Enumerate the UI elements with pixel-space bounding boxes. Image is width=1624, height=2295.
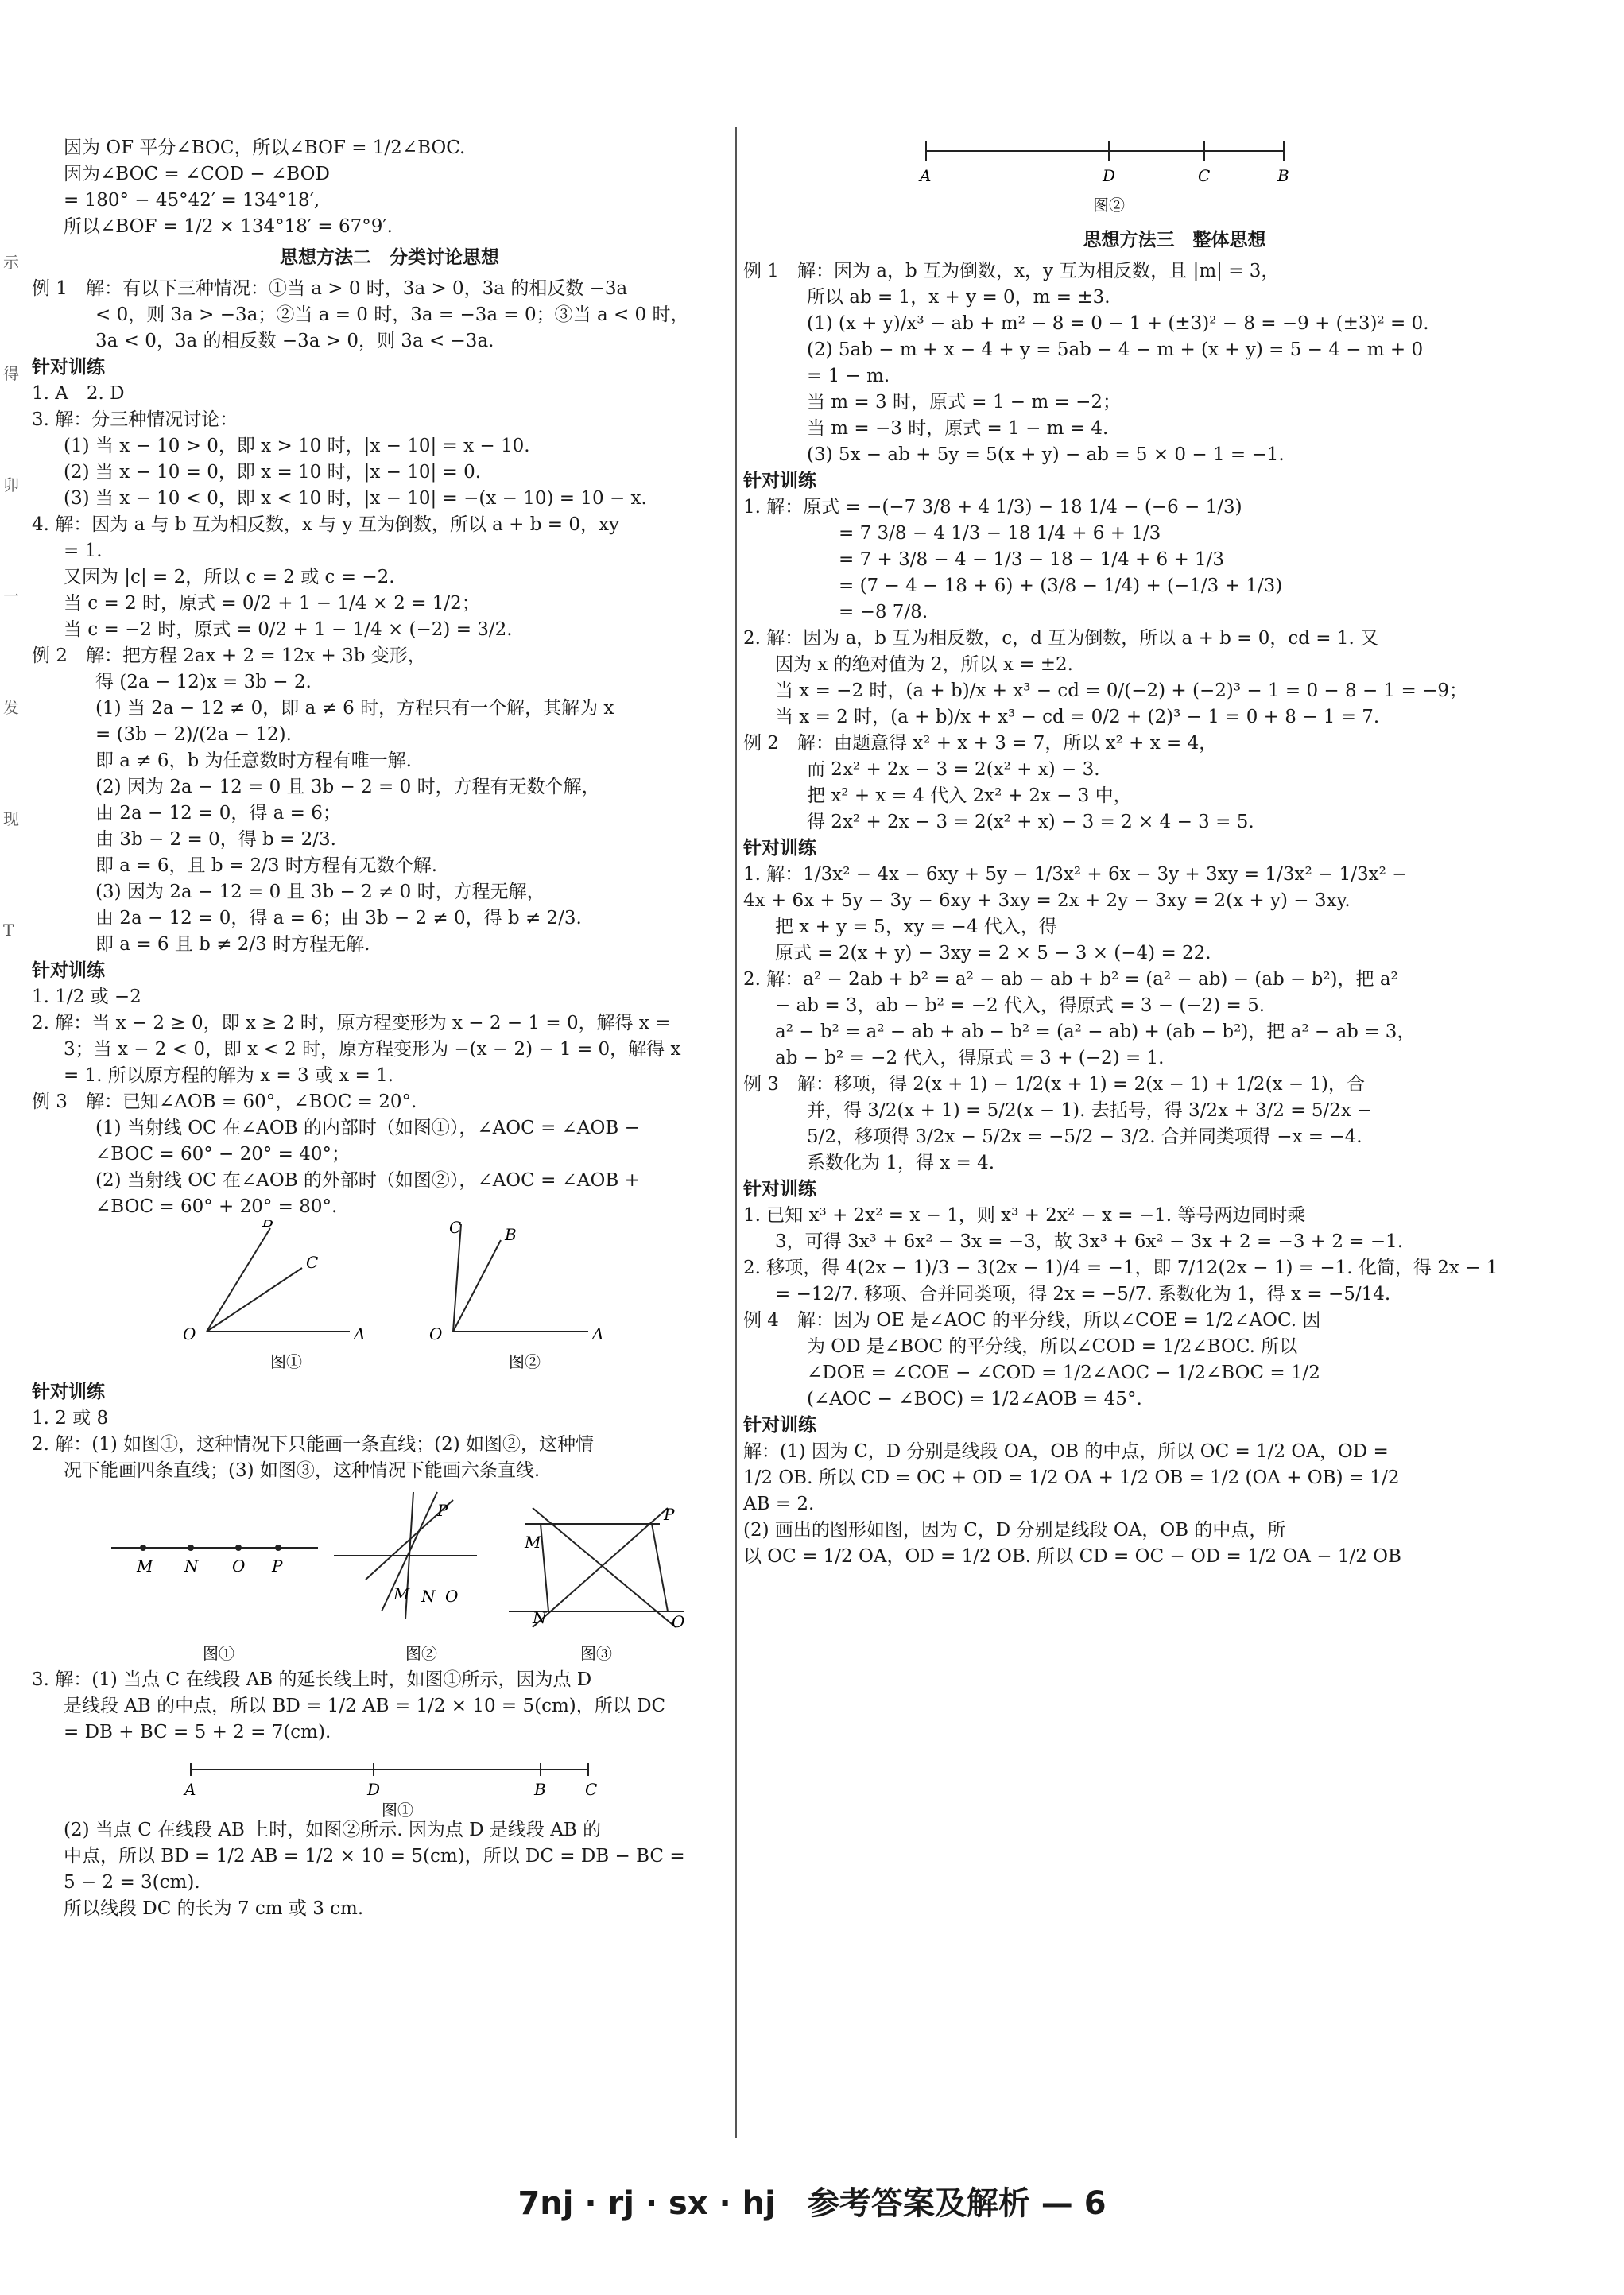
text-line: 系数化为 1，得 x = 4. [807,1153,995,1173]
section-heading: 思想方法三 整体思想 [1083,230,1266,250]
figure-caption: 图① [270,1352,302,1371]
point-o: O [672,1612,685,1631]
text-line: 1. A 2. D [32,383,125,404]
text-line: = −12/7. 移项、合并同类项，得 2x = −5/7. 系数化为 1，得 x = −5/14. [775,1284,1391,1305]
text-line: (∠AOC − ∠BOC) = 1/2∠AOB = 45°. [807,1389,1142,1409]
text-line: 4x + 6x + 5y − 3y − 6xy + 3xy = 2x + 2y − 3xy = 2(x + y) − 3xy. [743,890,1351,911]
text-line: AB = 2. [743,1494,815,1514]
text-line: = 180° − 45°42′ = 134°18′, [64,190,320,211]
text-line: 1/2 OB. 所以 CD = OC + OD = 1/2 OA + 1/2 OB = 1/2 (OA + OB) = 1/2 [743,1467,1400,1488]
margin-mark: 卯 [3,475,19,494]
top-segment-diagram [743,127,1606,223]
text-line: (1) (x + y)/x³ − ab + m² − 8 = 0 − 1 + (±3)² − 8 = −9 + (±3)² = 0. [807,313,1429,334]
text-line: 因为 x 的绝对值为 2，所以 x = ±2. [775,654,1073,675]
left-text-block-d [32,1817,747,1922]
text-line: 当 x = −2 时，(a + b)/x + x³ − cd = 0/(−2) + (−2)³ − 1 = 0 − 8 − 1 = −9； [775,680,1467,701]
text-line: 解：(1) 因为 C，D 分别是线段 OA，OB 的中点，所以 OC = 1/2 OA，OD = [743,1441,1389,1462]
lines-figure-1 [111,1545,318,1663]
segment-diagram [32,1746,747,1817]
section-heading: 思想方法二 分类讨论思想 [280,247,499,268]
top-segment-figure [743,127,1606,223]
text-line: 把 x + y = 5，xy = −4 代入，得 [775,917,1057,937]
text-line: 1. 已知 x³ + 2x² = x − 1，则 x³ + 2x² − x = −1. 等号两边同时乘 [743,1205,1306,1226]
point-o: O [232,1556,246,1576]
left-text-block-a [32,135,747,1220]
text-line: 例 2 解：由题意得 x² + x + 3 = 7，所以 x² + x = 4， [743,733,1218,754]
text-line: ∠DOE = ∠COE − ∠COD = 1/2∠AOC − 1/2∠BOC = 1/2 [807,1363,1320,1383]
text-line: 例 4 解：因为 OE 是∠AOC 的平分线，所以∠COE = 1/2∠AOC. 因 [743,1310,1321,1331]
text-line: a² − b² = a² − ab + ab − b² = (a² − ab) + (ab − b²)，把 a² − ab = 3， [775,1022,1416,1042]
text-line: = 1. [64,541,103,561]
subsection-heading: 针对训练 [743,1415,816,1436]
point-n: N [184,1556,199,1576]
label-a: A [354,1324,366,1343]
text-line: = DB + BC = 5 + 2 = 7(cm). [64,1722,331,1743]
figure-caption: 图② [405,1644,437,1663]
text-line: 例 1 解：有以下三种情况：①当 a > 0 时，3a > 0，3a 的相反数 −3a [32,278,628,299]
label-b: B [1277,166,1289,185]
text-line: 2. 解：a² − 2ab + b² = a² − ab − ab + b² = (a² − ab) − (ab − b²)，把 a² [743,969,1398,990]
text-line: = 7 + 3/8 − 4 − 1/3 − 18 − 1/4 + 6 + 1/3 [839,549,1225,570]
subsection-heading: 针对训练 [32,1382,105,1402]
text-line: 把 x² + x = 4 代入 2x² + 2x − 3 中， [807,785,1132,806]
text-line: 当 c = −2 时，原式 = 0/2 + 1 − 1/4 × (−2) = 3/2. [64,619,513,640]
subsection-heading: 针对训练 [743,1179,816,1200]
text-line: (2) 当 x − 10 = 0，即 x = 10 时，|x − 10| = 0. [64,462,482,483]
angle-figures [32,1220,747,1379]
text-line: 即 a = 6 且 b ≠ 2/3 时方程无解. [95,934,370,955]
text-line: 并，得 3/2(x + 1) = 5/2(x − 1). 去括号，得 3/2x + 3/2 = 5/2x − [807,1100,1373,1121]
figure-caption: 图② [1093,196,1125,215]
text-line: = (3b − 2)/(2a − 12). [95,724,292,745]
label-o: O [183,1324,196,1343]
text-line: 2. 解：因为 a，b 互为相反数，c，d 互为倒数，所以 a + b = 0，cd = 1. 又 [743,628,1379,649]
text-line: 得 2x² + 2x − 3 = 2(x² + x) − 3 = 2 × 4 − 3 = 5. [807,812,1254,832]
text-line: 例 2 解：把方程 2ax + 2 = 12x + 3b 变形， [32,645,426,666]
text-line: 由 3b − 2 = 0，得 b = 2/3. [95,829,336,850]
segment-figure [32,1746,747,1817]
point-p: P [664,1505,675,1524]
text-line: 3. 解：(1) 当点 C 在线段 AB 的延长线上时，如图①所示，因为点 D [32,1669,592,1690]
text-line: 即 a ≠ 6，b 为任意数时方程有唯一解. [95,750,412,771]
text-line: ∠BOC = 60° + 20° = 80°. [95,1196,338,1217]
label-b: B [262,1220,274,1231]
text-line: 因为∠BOC = ∠COD − ∠BOD [64,164,330,184]
angle-diagrams [32,1220,747,1379]
text-line: (3) 当 x − 10 < 0，即 x < 10 时，|x − 10| = −(x − 10) = 10 − x. [64,488,647,509]
text-line: 所以∠BOF = 1/2 × 134°18′ = 67°9′. [64,216,393,237]
left-text-block-c [32,1667,747,1746]
point-n: N [421,1587,436,1606]
line-diagrams [32,1484,747,1667]
text-line: 即 a = 6，且 b = 2/3 时方程有无数个解. [95,855,438,876]
text-line: 例 3 解：已知∠AOB = 60°，∠BOC = 20°. [32,1091,417,1112]
text-line: 是线段 AB 的中点，所以 BD = 1/2 AB = 1/2 × 10 = 5(cm)，所以 DC [64,1696,666,1716]
lines-figure-2 [334,1492,477,1663]
text-line: 而 2x² + 2x − 3 = 2(x² + x) − 3. [807,759,1100,780]
margin-mark: 发 [3,698,19,717]
point-n: N [533,1608,547,1627]
label-a: A [184,1780,196,1799]
subsection-heading: 针对训练 [743,838,816,859]
label-a: A [920,166,932,185]
label-d: D [1103,166,1116,185]
text-line: 由 2a − 12 = 0，得 a = 6；由 3b − 2 ≠ 0，得 b ≠ 2/3. [95,908,582,928]
figure-caption: 图③ [580,1644,612,1663]
text-line: 3，可得 3x³ + 6x² − 3x = −3，故 3x³ + 6x² − 3x + 2 = −3 + 2 = −1. [775,1231,1404,1252]
text-line: 因为 OF 平分∠BOC，所以∠BOF = 1/2∠BOC. [64,138,466,158]
figure-caption: 图① [203,1644,234,1663]
text-line: = 1. 所以原方程的解为 x = 3 或 x = 1. [64,1065,394,1086]
point-m: M [137,1556,153,1576]
text-line: 2. 解：当 x − 2 ≥ 0，即 x ≥ 2 时，原方程变形为 x − 2 − 1 = 0，解得 x = [32,1013,671,1033]
subsection-heading: 针对训练 [32,357,105,378]
text-line: 又因为 |c| = 2，所以 c = 2 或 c = −2. [64,567,395,587]
subsection-heading: 针对训练 [32,960,105,981]
text-line: 例 1 解：因为 a，b 互为倒数，x，y 互为相反数，且 |m| = 3， [743,261,1280,281]
line-figures [32,1484,747,1667]
text-line: 5 − 2 = 3(cm). [64,1872,200,1893]
text-line: 当 m = −3 时，原式 = 1 − m = 4. [807,418,1109,439]
point-o: O [445,1587,459,1606]
text-line: 所以线段 DC 的长为 7 cm 或 3 cm. [64,1898,364,1919]
angle-figure-1 [183,1220,365,1371]
label-c: C [585,1780,598,1799]
text-line: 4. 解：因为 a 与 b 互为相反数，x 与 y 互为倒数，所以 a + b = 0，xy [32,514,619,535]
text-line: (2) 5ab − m + x − 4 + y = 5ab − 4 − m + (x + y) = 5 − 4 − m + 0 [807,339,1424,360]
text-line: = −8 7/8. [839,602,928,622]
text-line: 当 m = 3 时，原式 = 1 − m = −2； [807,392,1121,413]
text-line: (2) 当点 C 在线段 AB 上时，如图②所示. 因为点 D 是线段 AB 的 [64,1820,602,1840]
text-line: 得 (2a − 12)x = 3b − 2. [95,672,312,692]
margin-mark: 得 [3,364,19,383]
text-line: 原式 = 2(x + y) − 3xy = 2 × 5 − 3 × (−4) = 22. [775,943,1211,963]
label-d: D [367,1780,381,1799]
point-m: M [525,1533,541,1552]
text-line: 1. 解：1/3x² − 4x − 6xy + 5y − 1/3x² + 6x − 3y + 3xy = 1/3x² − 1/3x² − [743,864,1408,885]
text-line: (2) 因为 2a − 12 = 0 且 3b − 2 = 0 时，方程有无数个解， [95,777,600,797]
margin-mark: 示 [3,253,19,272]
right-column [743,127,1606,1570]
text-line: (1) 当 2a − 12 ≠ 0，即 a ≠ 6 时，方程只有一个解，其解为 x [95,698,614,719]
text-line: 况下能画四条直线；(3) 如图③，这种情况下能画六条直线. [64,1460,541,1481]
margin-mark: T [3,921,14,940]
point-p: P [272,1556,283,1576]
text-line: 3. 解：分三种情况讨论： [32,409,238,430]
left-text-block-b [32,1379,747,1484]
left-column [32,135,747,1922]
text-line: 当 c = 2 时，原式 = 0/2 + 1 − 1/4 × 2 = 1/2； [64,593,480,614]
text-line: 1. 解：原式 = −(−7 3/8 + 4 1/3) − 18 1/4 − (−6 − 1/3) [743,497,1242,518]
text-line: < 0，则 3a > −3a；②当 a = 0 时，3a = −3a = 0；③当 a < 0 时， [95,304,689,325]
lines-figure-3 [509,1505,684,1663]
text-line: = (7 − 4 − 18 + 6) + (3/8 − 1/4) + (−1/3 + 1/3) [839,576,1283,596]
text-line: 1. 1/2 或 −2 [32,987,141,1007]
binding-margin [3,207,19,986]
label-c: C [449,1220,462,1237]
text-line: 中点，所以 BD = 1/2 AB = 1/2 × 10 = 5(cm)，所以 DC = DB − BC = [64,1846,685,1867]
figure-caption: 图② [509,1352,541,1371]
text-line: = 1 − m. [807,366,890,386]
text-line: 所以 ab = 1，x + y = 0，m = ±3. [807,287,1110,308]
text-line: − ab = 3，ab − b² = −2 代入，得原式 = 3 − (−2) = 5. [775,995,1265,1016]
text-line: (1) 当 x − 10 > 0，即 x > 10 时，|x − 10| = x − 10. [64,436,530,456]
label-a: A [592,1324,604,1343]
figure-caption: 图① [382,1801,413,1817]
label-b: B [534,1780,546,1799]
text-line: 2. 移项，得 4(2x − 1)/3 − 3(2x − 1)/4 = −1，即 7/12(2x − 1) = −1. 化简，得 2x − 1 [743,1258,1498,1278]
text-line: (1) 当射线 OC 在∠AOB 的内部时（如图①），∠AOC = ∠AOB − [95,1118,640,1138]
text-line: 5/2，移项得 3/2x − 5/2x = −5/2 − 3/2. 合并同类项得 −x = −4. [807,1126,1362,1147]
subsection-heading: 针对训练 [743,471,816,491]
right-text-block [743,227,1606,1570]
text-line: 1. 2 或 8 [32,1408,109,1429]
text-line: (3) 因为 2a − 12 = 0 且 3b − 2 ≠ 0 时，方程无解， [95,882,545,902]
angle-figure-2 [429,1220,603,1371]
label-o: O [429,1324,443,1343]
margin-mark: 一 [3,587,19,606]
text-line: ab − b² = −2 代入，得原式 = 3 + (−2) = 1. [775,1048,1165,1068]
text-line: ∠BOC = 60° − 20° = 40°； [95,1144,351,1165]
text-line: 3a < 0，3a 的相反数 −3a > 0，则 3a < −3a. [95,331,494,351]
page-footer: 7nj · rj · sx · hj 参考答案及解析 — 6 [517,2185,1107,2222]
point-m: M [393,1584,410,1603]
text-line: (2) 当射线 OC 在∠AOB 的外部时（如图②），∠AOC = ∠AOB + [95,1170,640,1191]
text-line: = 7 3/8 − 4 1/3 − 18 1/4 + 6 + 1/3 [839,523,1161,544]
text-line: 3；当 x − 2 < 0，即 x < 2 时，原方程变形为 −(x − 2) − 1 = 0，解得 x [64,1039,681,1060]
text-line: 当 x = 2 时，(a + b)/x + x³ − cd = 0/2 + (2)³ − 1 = 0 + 8 − 1 = 7. [775,707,1380,727]
text-line: 2. 解：(1) 如图①，这种情况下只能画一条直线；(2) 如图②，这种情 [32,1434,595,1455]
label-c: C [1198,166,1211,185]
label-b: B [505,1225,517,1244]
text-line: 以 OC = 1/2 OA，OD = 1/2 OB. 所以 CD = OC − OD = 1/2 OA − 1/2 OB [743,1546,1401,1567]
text-line: 为 OD 是∠BOC 的平分线，所以∠COD = 1/2∠BOC. 所以 [807,1336,1298,1357]
text-line: (3) 5x − ab + 5y = 5(x + y) − ab = 5 × 0 − 1 = −1. [807,444,1285,465]
point-p: P [437,1501,448,1520]
text-line: (2) 画出的图形如图，因为 C，D 分别是线段 OA，OB 的中点，所 [743,1520,1286,1541]
label-c: C [306,1253,319,1272]
margin-mark: 现 [3,809,19,828]
text-line: 由 2a − 12 = 0，得 a = 6； [95,803,341,824]
text-line: 例 3 解：移项，得 2(x + 1) − 1/2(x + 1) = 2(x − 1) + 1/2(x − 1)，合 [743,1074,1366,1095]
